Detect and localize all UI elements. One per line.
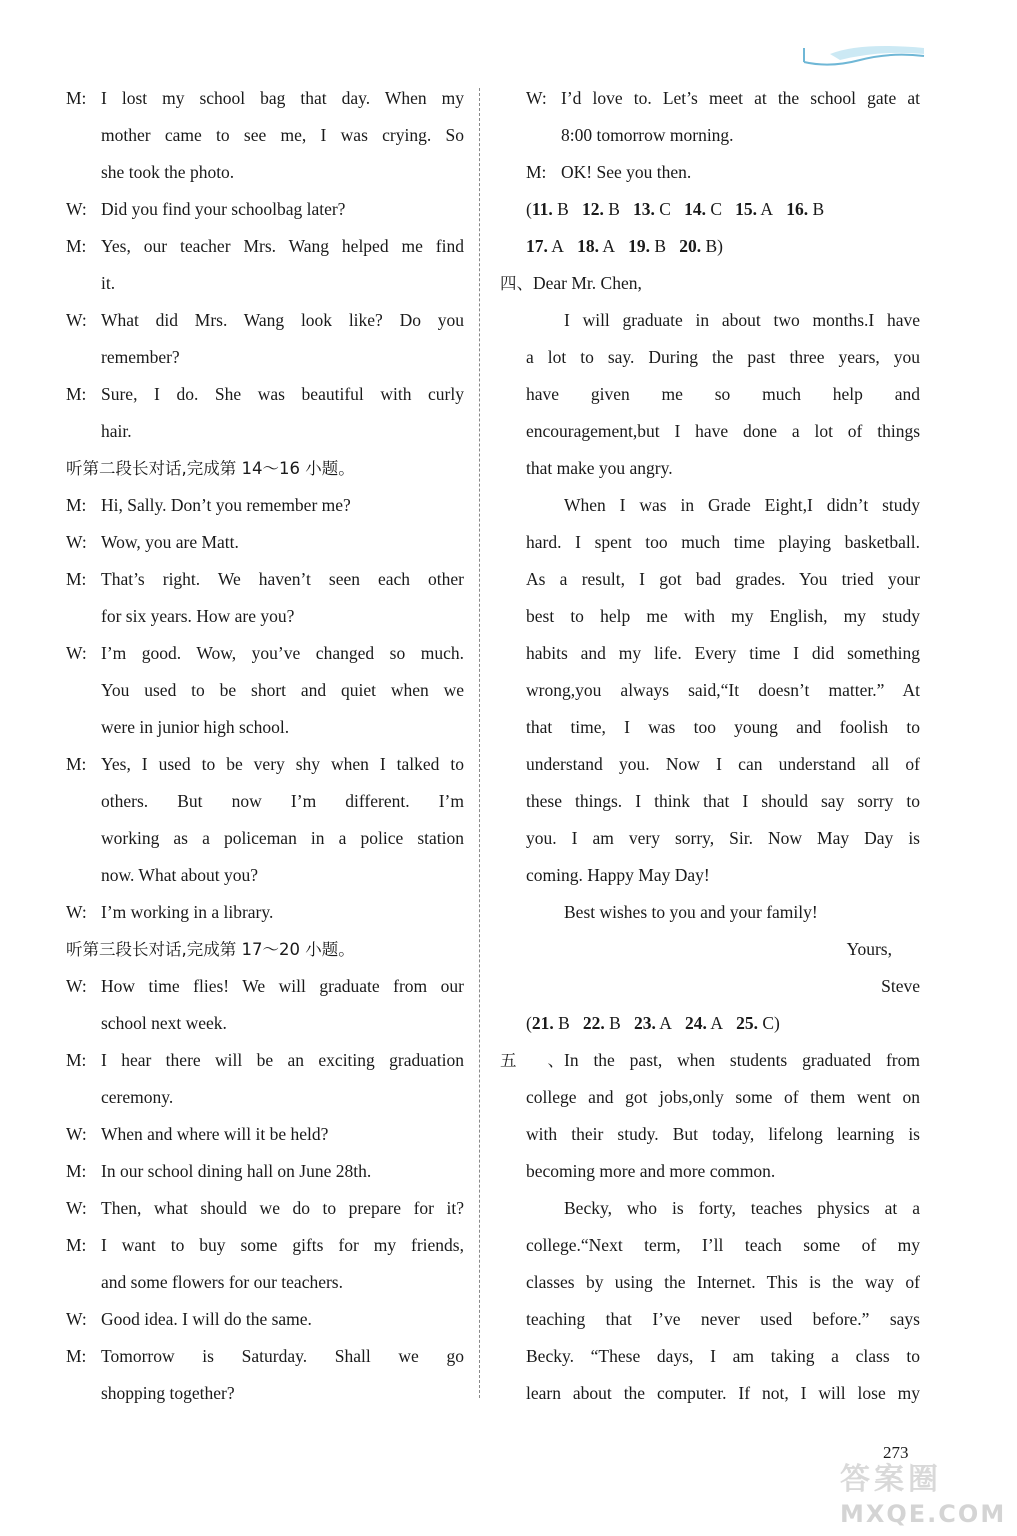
dialogue-line: now. What about you?	[101, 865, 258, 885]
column-divider	[479, 88, 480, 1398]
dialogue-line: W: Then, what should we do to prepare for it?	[66, 1198, 464, 1218]
dialogue-line: W: Good idea. I will do the same.	[66, 1309, 312, 1329]
dialogue-line: You used to be short and quiet when we	[101, 680, 464, 700]
dialogue-line: W: How time flies! We will graduate from our	[66, 976, 464, 996]
paragraph-line: coming. Happy May Day!	[526, 865, 710, 885]
paragraph-line: classes by using the Internet. This is the way of	[526, 1272, 920, 1292]
dialogue-line: M: I hear there will be an exciting graduation	[66, 1050, 464, 1070]
dialogue-line: for six years. How are you?	[101, 606, 295, 626]
dialogue-line: remember?	[101, 347, 180, 367]
paragraph-line: have given me so much help and	[526, 384, 920, 404]
dialogue-line: school next week.	[101, 1013, 227, 1033]
dialogue-line: were in junior high school.	[101, 717, 290, 737]
page-number: 273	[883, 1443, 909, 1462]
dialogue-line: W: When and where will it be held?	[66, 1124, 329, 1144]
dialogue-line: M: In our school dining hall on June 28th.	[66, 1161, 372, 1181]
dialogue-line: W: What did Mrs. Wang look like? Do you	[66, 310, 464, 330]
paragraph-line: these things. I think that I should say sorry to	[526, 791, 920, 811]
dialogue-line: M: I lost my school bag that day. When my	[66, 88, 464, 108]
answer-key: 17. A 18. A 19. B 20. B)	[526, 236, 723, 256]
section-heading: 听第三段长对话,完成第 17～20 小题。	[66, 940, 355, 959]
dialogue-line: M: Hi, Sally. Don’t you remember me?	[66, 495, 351, 515]
paragraph-line: Becky, who is forty, teaches physics at a	[564, 1198, 920, 1218]
dialogue-line: and some flowers for our teachers.	[101, 1272, 343, 1292]
paragraph-line: habits and my life. Every time I did something	[526, 643, 920, 663]
letter-signature: Steve	[881, 976, 920, 996]
letter-signoff: Yours,	[846, 939, 892, 959]
right-column	[500, 80, 920, 1412]
section-label: 五、	[500, 1051, 564, 1070]
paragraph-line: with their study. But today, lifelong learning is	[526, 1124, 920, 1144]
dialogue-line: W: Wow, you are Matt.	[66, 532, 239, 552]
dialogue-line: M: That’s right. We haven’t seen each other	[66, 569, 464, 589]
paragraph-line: learn about the computer. If not, I will lose my	[526, 1383, 920, 1403]
dialogue-line: M: Yes, our teacher Mrs. Wang helped me find	[66, 236, 464, 256]
paragraph-line: you. I am very sorry, Sir. Now May Day is	[526, 828, 920, 848]
paragraph-line: wrong,you always said,“It doesn’t matter.” At	[526, 680, 920, 700]
paragraph-line: college.“Next term, I’ll teach some of my	[526, 1235, 920, 1255]
dialogue-line: M: Sure, I do. She was beautiful with curly	[66, 384, 464, 404]
section-label: 四、	[500, 274, 533, 293]
dialogue-line: W: I’d love to. Let’s meet at the school gate at	[526, 88, 920, 108]
paragraph-line: that make you angry.	[526, 458, 673, 478]
dialogue-line: hair.	[101, 421, 132, 441]
paragraph-line: I will graduate in about two months.I have	[564, 310, 920, 330]
watermark-url: MXQE.COM	[840, 1500, 1007, 1528]
paragraph-line: college and got jobs,only some of them went on	[526, 1087, 920, 1107]
paragraph-line: that time, I was too young and foolish to	[526, 717, 920, 737]
paragraph-line: encouragement,but I have done a lot of things	[526, 421, 920, 441]
paragraph-line: 五、In the past, when students graduated from	[500, 1042, 920, 1079]
paragraph-line: Becky. “These days, I am taking a class to	[526, 1346, 920, 1366]
left-column	[66, 80, 464, 1412]
letter-closing: Best wishes to you and your family!	[564, 902, 818, 922]
dialogue-line: W: I’m working in a library.	[66, 902, 274, 922]
paragraph-line: teaching that I’ve never used before.” says	[526, 1309, 920, 1329]
answer-key: (11. B 12. B 13. C 14. C 15. A 16. B	[526, 199, 825, 219]
header-decoration-graphic	[800, 40, 926, 68]
dialogue-line: M: I want to buy some gifts for my friends,	[66, 1235, 464, 1255]
paragraph-line: hard. I spent too much time playing basketball.	[526, 532, 920, 552]
dialogue-line: ceremony.	[101, 1087, 174, 1107]
dialogue-line: M: Yes, I used to be very shy when I talked to	[66, 754, 464, 774]
paragraph-line: When I was in Grade Eight,I didn’t study	[564, 495, 920, 515]
dialogue-line: W: I’m good. Wow, you’ve changed so much.	[66, 643, 464, 663]
section-heading: 听第二段长对话,完成第 14～16 小题。	[66, 459, 355, 478]
dialogue-line: 8:00 tomorrow morning.	[561, 125, 734, 145]
dialogue-line: M: Tomorrow is Saturday. Shall we go	[66, 1346, 464, 1366]
dialogue-line: working as a policeman in a police station	[101, 828, 464, 848]
dialogue-line: she took the photo.	[101, 162, 235, 182]
letter-greeting: 四、Dear Mr. Chen,	[500, 273, 642, 293]
paragraph-line: a lot to say. During the past three years, you	[526, 347, 920, 367]
dialogue-line: it.	[101, 273, 116, 293]
watermark-logo: 答案圈	[840, 1462, 942, 1497]
dialogue-line: mother came to see me, I was crying. So	[101, 125, 464, 145]
dialogue-line: shopping together?	[101, 1383, 235, 1403]
dialogue-line: M: OK! See you then.	[526, 162, 692, 182]
answer-key: (21. B 22. B 23. A 24. A 25. C)	[526, 1013, 780, 1033]
paragraph-line: best to help me with my English, my study	[526, 606, 920, 626]
paragraph-line: understand you. Now I can understand all of	[526, 754, 920, 774]
dialogue-line: others. But now I’m different. I’m	[101, 791, 464, 811]
dialogue-line: W: Did you find your schoolbag later?	[66, 199, 346, 219]
paragraph-line: As a result, I got bad grades. You tried your	[526, 569, 920, 589]
paragraph-line: becoming more and more common.	[526, 1161, 776, 1181]
